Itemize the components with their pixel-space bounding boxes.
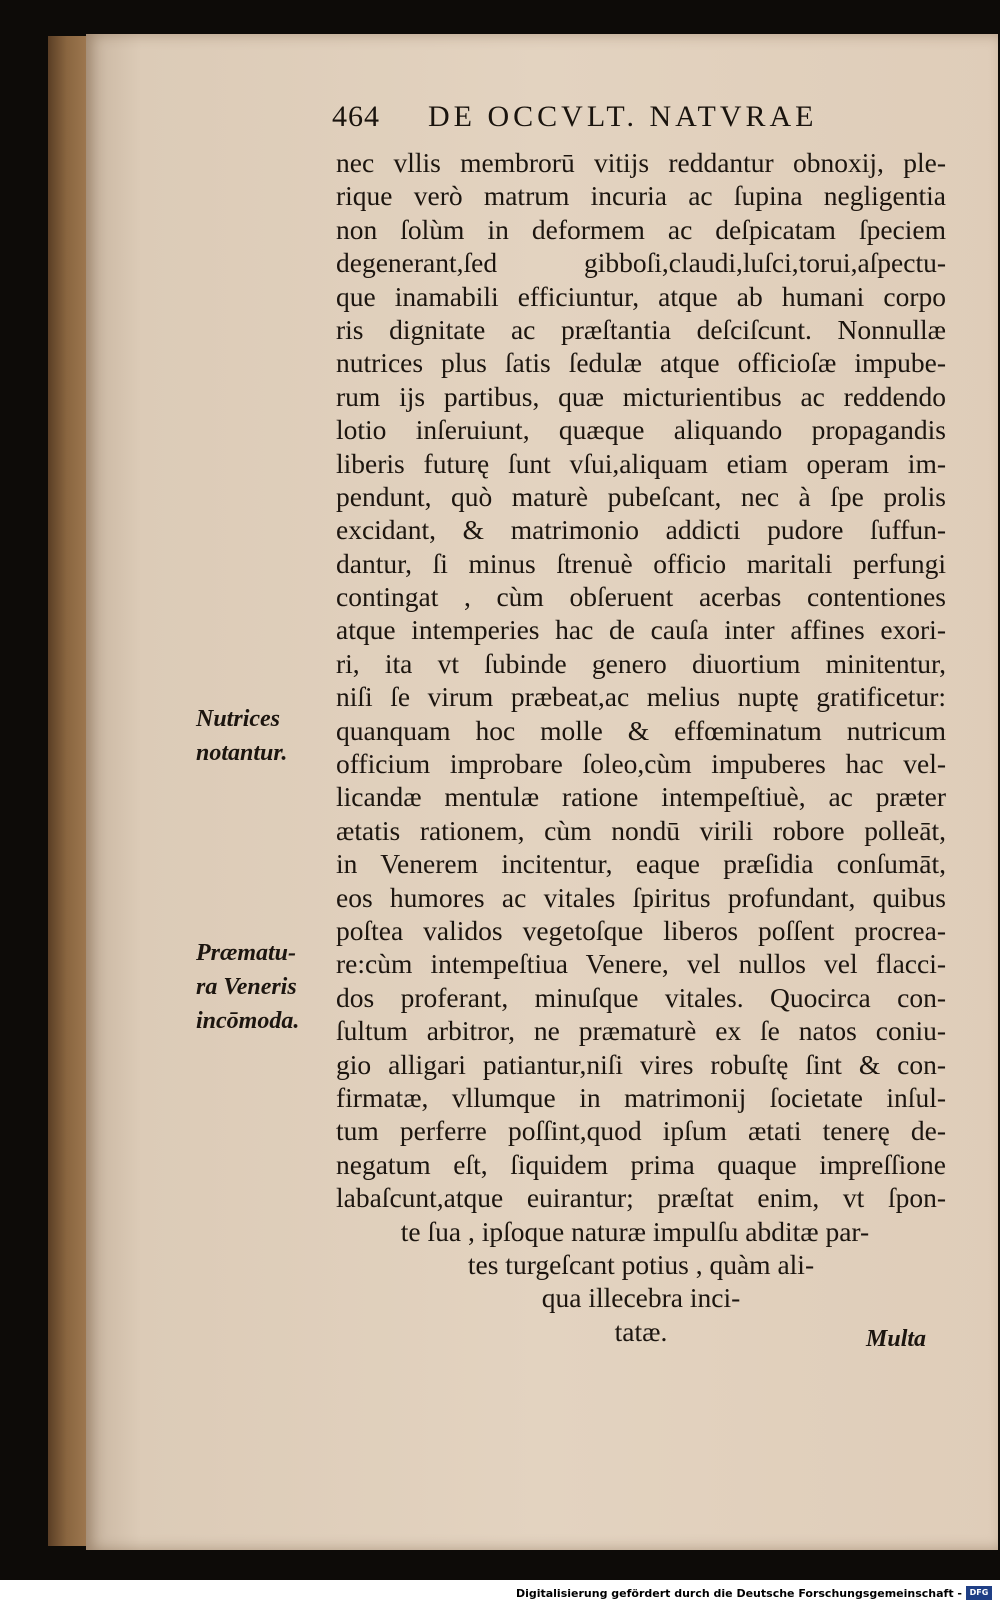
text-line: ſultum arbitror, ne præmaturè ex ſe natos coniu- [336,1015,946,1047]
text-line: te ſua , ipſoque naturæ impulſu abditæ par- [400,1215,870,1247]
text-line: qua illecebra inci- [541,1282,741,1314]
text-line: re:cùm intempeſtiua Venere, vel nullos vel flacci- [336,948,946,980]
text-line: excidant, & matrimonio addicti pudore ſuffun- [336,514,946,546]
text-line: non ſolùm in deformem ac deſpicatam ſpeciem [336,213,946,245]
book-binding-edge [48,36,90,1546]
text-line: ris dignitate ac præſtantia deſciſcunt. Nonnullæ [336,313,946,345]
text-line: degenerant,ſed gibboſi,claudi,luſci,torui,aſpectu- [336,247,946,279]
text-line: dos proferant, minuſque vitales. Quocirca con- [336,981,946,1013]
text-line: dantur, ſi minus ſtrenuè officio maritali perfungi [336,547,946,579]
page-header [332,100,932,144]
text-line: rum ijs partibus, quæ micturientibus ac reddendo [336,380,946,412]
text-line: gio alligari patiantur,niſi vires robuſtę ſint & con- [336,1048,946,1080]
catchword: Multa [866,1326,927,1352]
text-line: poſtea validos vegetoſque liberos poſſent procrea- [336,914,946,946]
text-line: quanquam hoc molle & effœminatum nutricum [336,714,946,746]
text-line: liberis futurę ſunt vſui,aliquam etiam operam im- [336,447,946,479]
text-line: licandæ mentulæ ratione intempeſtiuè, ac præter [336,781,946,813]
text-line: nec vllis membrorū vitijs reddantur obnoxij, ple- [336,147,946,178]
footer-strip [0,1580,1000,1607]
text-line: contingat , cùm obſeruent acerbas contentiones [336,581,946,613]
text-line: lotio inſeruiunt, quæque aliquando propagandis [336,414,946,446]
text-line: labaſcunt,atque euirantur; præſtat enim, vt ſpon- [336,1182,946,1214]
text-line: in Venerem incitentur, eaque præſidia conſumāt, [336,848,946,880]
dfg-logo: DFG [966,1586,992,1600]
margin-note [196,702,287,770]
text-line: rique verò matrum incuria ac ſupina negligentia [336,180,946,212]
body-text [336,146,946,1348]
text-line: tum perferre poſſint,quod ipſum ætati tenerę de- [336,1115,946,1147]
text-line: niſi ſe virum præbeat,ac melius nuptę gratificetur: [336,681,946,713]
page-number: 464 [332,100,380,133]
text-line: que inamabili efficiuntur, atque ab humani corpo [336,280,946,312]
text-line: atque intemperies hac de cauſa inter affines exori- [336,614,946,646]
margin-note-line: Præmatu- [196,940,297,966]
text-line: ætatis rationem, cùm nondū virili robore polleāt, [336,814,946,846]
text-line: negatum eſt, ſiquidem prima quaque impreſſione [336,1148,946,1180]
margin-note-line: ra Veneris [196,974,297,1000]
margin-note [196,936,299,1038]
text-line: firmatæ, vllumque in matrimonij ſocietate inſul- [336,1081,946,1113]
text-line: officium improbare ſoleo,cùm impuberes hac vel- [336,748,946,780]
text-line: ri, ita vt ſubinde genero diuortium minitentur, [336,647,946,679]
text-line: tatæ. [614,1315,668,1347]
margin-note-line: Nutrices [196,706,280,732]
text-line: pendunt, quò maturè pubeſcant, nec à ſpe prolis [336,480,946,512]
text-line: eos humores ac vitales ſpiritus profundant, quibus [336,881,946,913]
margin-note-line: notantur. [196,740,288,766]
text-line: tes turgeſcant potius , quàm ali- [467,1248,815,1280]
running-title: DE OCCVLT. NATVRAE [428,100,818,133]
margin-note-line: incōmoda. [196,1008,300,1034]
text-line: nutrices plus ſatis ſedulæ atque officioſæ impube- [336,347,946,379]
funding-credit: Digitalisierung gefördert durch die Deutsche Forschungsgemeinschaft - [515,1587,962,1600]
